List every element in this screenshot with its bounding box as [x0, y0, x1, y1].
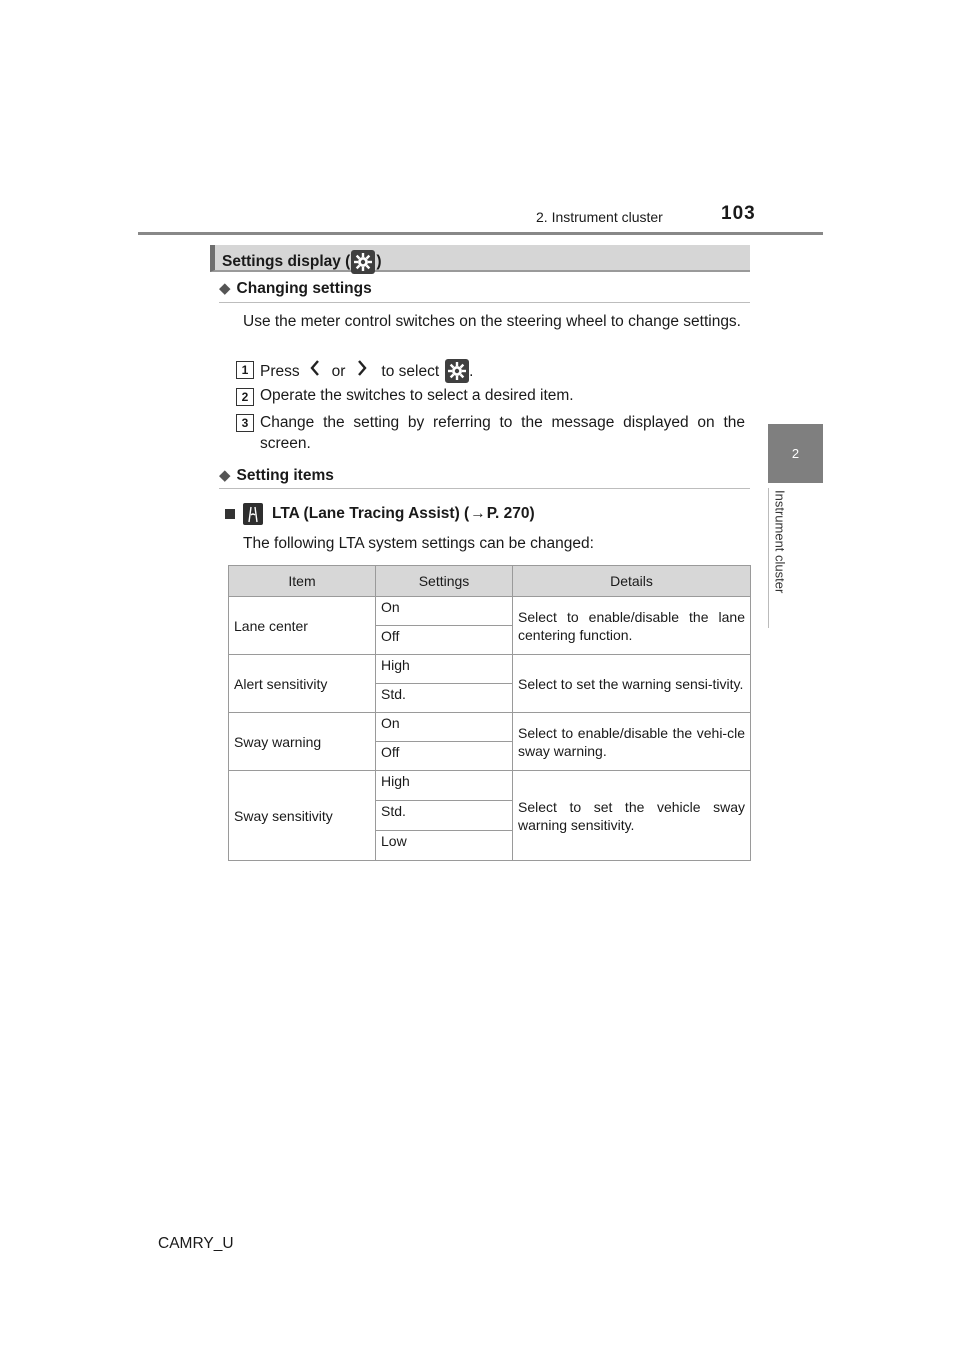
chapter-number: 2: [791, 446, 800, 461]
lta-icon: [243, 503, 263, 525]
step-number: 3: [236, 414, 254, 432]
step-1-text: Press or to select .: [260, 359, 473, 383]
item-cell: Sway sensitivity: [229, 771, 376, 861]
gear-icon: [351, 250, 375, 274]
table-row: [229, 771, 751, 801]
changing-settings-heading: ◆ Changing settings: [219, 280, 372, 297]
item-cell: Alert sensitivity: [229, 655, 376, 713]
setting-cell: High: [376, 655, 513, 684]
setting-cell: Off: [376, 742, 513, 771]
lta-settings-table: [228, 565, 751, 861]
section-title: 2. Instrument cluster: [536, 209, 663, 225]
setting-cell: On: [376, 597, 513, 626]
settings-display-title-prefix: Settings display (: [222, 253, 351, 270]
details-cell: Select to enable/disable the vehi-cle sway warning.: [513, 713, 751, 771]
setting-cell: Low: [376, 831, 513, 861]
heading-rule: [219, 302, 750, 303]
chapter-title: Instrument cluster: [772, 490, 788, 594]
heading-rule: [219, 488, 750, 489]
column-header-details: Details: [513, 566, 751, 597]
table-row: [229, 597, 751, 626]
setting-items-heading: ◆ Setting items: [219, 467, 334, 484]
settings-display-title-suffix: ): [376, 253, 382, 270]
step-number: 1: [236, 361, 254, 379]
column-header-settings: Settings: [376, 566, 513, 597]
item-cell: Sway warning: [229, 713, 376, 771]
lta-heading: LTA (Lane Tracing Assist) ( → P. 270): [225, 503, 535, 525]
diamond-bullet-icon: ◆: [219, 280, 231, 297]
step-3-text: Change the setting by referring to the message displayed on the screen.: [260, 414, 745, 452]
setting-cell: Off: [376, 626, 513, 655]
square-bullet-icon: [225, 509, 235, 519]
step-2-text: Operate the switches to select a desired item.: [260, 387, 574, 404]
settings-display-title: [222, 250, 382, 274]
chevron-left-icon: [310, 359, 320, 383]
header-rule: [138, 232, 823, 235]
details-cell: Select to set the warning sensi-tivity.: [513, 655, 751, 713]
item-cell: Lane center: [229, 597, 376, 655]
diamond-bullet-icon: ◆: [219, 467, 231, 484]
arrow-right-icon: →: [470, 505, 486, 522]
page-number: 103: [721, 203, 756, 224]
setting-cell: Std.: [376, 684, 513, 713]
chevron-right-icon: [357, 359, 367, 383]
step-number: 2: [236, 388, 254, 406]
details-cell: Select to enable/disable the lane centering function.: [513, 597, 751, 655]
changing-settings-intro: Use the meter control switches on the steering wheel to change settings.: [243, 313, 741, 330]
setting-cell: On: [376, 713, 513, 742]
column-header-item: Item: [229, 566, 376, 597]
table-row: [229, 655, 751, 684]
table-header-row: [229, 566, 751, 597]
table-row: [229, 713, 751, 742]
footer-model: CAMRY_U: [158, 1235, 234, 1252]
details-cell: Select to set the vehicle sway warning sensitivity.: [513, 771, 751, 861]
gear-icon: [445, 359, 469, 383]
setting-cell: High: [376, 771, 513, 801]
chapter-tab: [768, 424, 823, 483]
setting-cell: Std.: [376, 801, 513, 831]
lta-intro: The following LTA system settings can be changed:: [243, 535, 594, 552]
